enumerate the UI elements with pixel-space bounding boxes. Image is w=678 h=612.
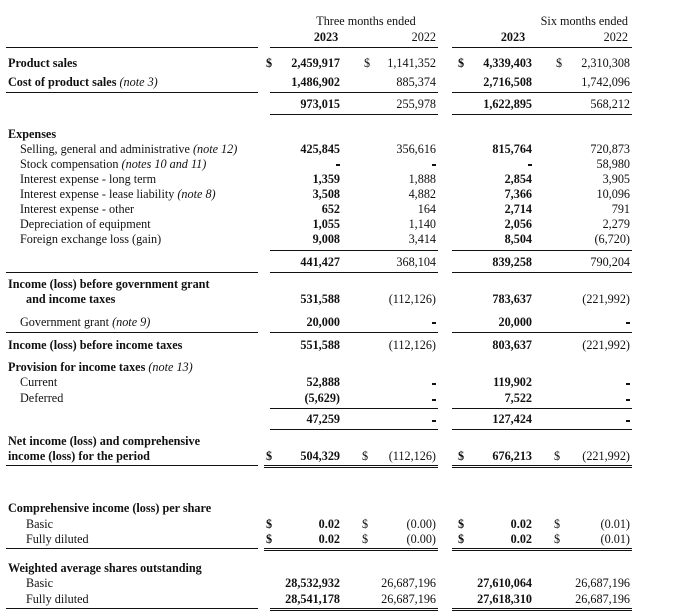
value-cell: 4,339,403 [483, 56, 532, 70]
value-cell: 7,366 [504, 187, 532, 201]
value-cell: 441,427 [300, 255, 340, 269]
row-label-interest-other: Interest expense - other [20, 202, 135, 216]
value-cell: 1,055 [312, 217, 340, 231]
value-cell: (0.00) [406, 517, 436, 531]
row-label-net-income-2: income (loss) for the period [8, 449, 150, 463]
row-rule [452, 429, 632, 430]
value-cell: 791 [611, 202, 630, 216]
value-cell: (6,720) [594, 232, 630, 246]
value-cell: 0.02 [318, 517, 340, 531]
row-rule [6, 332, 258, 333]
nil-dash [336, 164, 340, 166]
currency-symbol: $ [458, 517, 465, 531]
value-cell: 2,056 [504, 217, 532, 231]
value-cell: 356,616 [396, 142, 436, 156]
section-heading-provision: Provision for income taxes (note 13) [8, 360, 193, 374]
header-rule [6, 47, 258, 48]
value-cell: 10,096 [596, 187, 630, 201]
currency-symbol: $ [362, 449, 369, 463]
value-cell: 0.02 [318, 532, 340, 546]
header-year-2023-q: 2023 [313, 30, 339, 44]
value-cell: 28,532,932 [285, 576, 340, 590]
value-cell: 26,687,196 [381, 592, 436, 606]
currency-symbol: $ [554, 517, 561, 531]
row-rule [6, 272, 258, 273]
double-rule [452, 608, 632, 609]
row-label-stock-compensation: Stock compensation (notes 10 and 11) [20, 157, 207, 171]
row-label-income-before-taxes: Income (loss) before income taxes [8, 338, 183, 352]
value-cell: 58,980 [596, 157, 630, 171]
row-rule [270, 408, 438, 409]
note-ref: (note 8) [177, 187, 216, 201]
currency-symbol: $ [266, 56, 273, 70]
nil-dash [626, 383, 630, 385]
currency-symbol: $ [554, 449, 561, 463]
header-year-2022-s: 2022 [603, 30, 628, 44]
row-label-product-sales: Product sales [8, 56, 78, 70]
value-cell: (5,629) [304, 391, 340, 405]
value-cell: 839,258 [492, 255, 532, 269]
value-cell: 2,310,308 [581, 56, 630, 70]
note-ref: (note 9) [112, 315, 151, 329]
value-cell: 4,882 [408, 187, 436, 201]
value-cell: 1,140 [408, 217, 436, 231]
row-label-fx-loss: Foreign exchange loss (gain) [20, 232, 162, 246]
value-cell: 119,902 [493, 375, 532, 389]
row-rule [270, 272, 438, 273]
note-ref: (note 12) [192, 142, 238, 156]
value-cell: 1,888 [408, 172, 436, 186]
value-cell: 3,414 [408, 232, 436, 246]
value-cell: 425,845 [300, 142, 340, 156]
row-rule [6, 465, 258, 466]
row-rule [270, 332, 438, 333]
value-cell: 815,764 [492, 142, 532, 156]
row-rule [452, 272, 632, 273]
value-cell: 52,888 [306, 375, 340, 389]
currency-symbol: $ [364, 56, 371, 70]
value-cell: 47,259 [306, 412, 340, 426]
value-cell: 7,522 [504, 391, 532, 405]
section-heading-expenses: Expenses [8, 127, 57, 141]
row-label-income-before-grant-2: and income taxes [26, 292, 116, 306]
row-label-deferred: Deferred [20, 391, 64, 405]
header-year-2022-q: 2022 [411, 30, 436, 44]
value-cell: 20,000 [306, 315, 340, 329]
value-cell: 2,716,508 [483, 75, 532, 89]
header-six-months: Six months ended [540, 14, 628, 28]
value-cell: 531,588 [300, 292, 340, 306]
double-rule [452, 467, 632, 468]
value-cell: 1,742,096 [581, 75, 630, 89]
row-rule [6, 608, 258, 609]
value-cell: 1,486,902 [291, 75, 340, 89]
value-cell: 27,618,310 [477, 592, 532, 606]
double-rule [270, 610, 438, 611]
value-cell: 783,637 [492, 292, 532, 306]
row-rule [452, 250, 632, 251]
value-cell: (0.00) [406, 532, 436, 546]
value-cell: 8,504 [504, 232, 532, 246]
currency-symbol: $ [458, 56, 465, 70]
value-cell: (221,992) [582, 338, 630, 352]
double-rule [264, 465, 438, 466]
value-cell: 255,978 [396, 97, 436, 111]
header-rule [452, 47, 632, 48]
value-cell: 26,687,196 [381, 576, 436, 590]
value-cell: 3,905 [602, 172, 630, 186]
value-cell: 2,714 [504, 202, 532, 216]
double-rule [264, 467, 438, 468]
value-cell: 26,687,196 [575, 576, 630, 590]
row-label-current: Current [20, 375, 58, 389]
value-cell: 9,008 [312, 232, 340, 246]
row-rule [452, 92, 632, 93]
value-cell: 0.02 [510, 532, 532, 546]
nil-dash [432, 164, 436, 166]
row-label-sga: Selling, general and administrative (note 12) [20, 142, 238, 156]
value-cell: 26,687,196 [575, 592, 630, 606]
value-cell: 2,279 [602, 217, 630, 231]
value-cell: 27,610,064 [477, 576, 532, 590]
nil-dash [626, 322, 630, 324]
currency-symbol: $ [554, 532, 561, 546]
row-label-net-income: Net income (loss) and comprehensive [8, 434, 201, 448]
row-rule [270, 92, 438, 93]
row-rule [452, 332, 632, 333]
header-rule [270, 47, 438, 48]
value-cell: 676,213 [492, 449, 532, 463]
row-label-cost-of-sales: Cost of product sales (note 3) [8, 75, 158, 89]
currency-symbol: $ [362, 532, 369, 546]
row-label-shares-basic: Basic [26, 576, 54, 590]
double-rule [452, 550, 632, 551]
value-cell: (0.01) [600, 517, 630, 531]
value-cell: 720,873 [590, 142, 630, 156]
row-rule [270, 114, 438, 115]
note-ref: (note 13) [148, 360, 193, 374]
value-cell: 1,622,895 [483, 97, 532, 111]
double-rule [452, 465, 632, 466]
nil-dash [626, 399, 630, 401]
value-cell: 885,374 [396, 75, 436, 89]
row-label-interest-long-term: Interest expense - long term [20, 172, 157, 186]
row-rule [6, 548, 258, 549]
value-cell: 164 [417, 202, 436, 216]
value-cell: 20,000 [498, 315, 532, 329]
row-rule [452, 114, 632, 115]
note-ref: (notes 10 and 11) [121, 157, 207, 171]
value-cell: 1,359 [312, 172, 340, 186]
row-label-income-before-grant: Income (loss) before government grant [8, 277, 210, 291]
header-three-months: Three months ended [316, 14, 416, 28]
value-cell: 2,459,917 [291, 56, 340, 70]
value-cell: (112,126) [388, 292, 436, 306]
row-label-government-grant: Government grant (note 9) [20, 315, 151, 329]
section-heading-weighted-shares: Weighted average shares outstanding [8, 561, 202, 575]
value-cell: 790,204 [590, 255, 630, 269]
currency-symbol: $ [458, 449, 465, 463]
row-label-eps-basic: Basic [26, 517, 54, 531]
row-rule [452, 408, 632, 409]
double-rule [270, 608, 438, 609]
value-cell: 504,329 [300, 449, 340, 463]
double-rule [264, 550, 438, 551]
value-cell: 127,424 [492, 412, 532, 426]
value-cell: 803,637 [492, 338, 532, 352]
value-cell: 652 [321, 202, 340, 216]
value-cell: (221,992) [582, 449, 630, 463]
double-rule [452, 610, 632, 611]
value-cell: (0.01) [600, 532, 630, 546]
row-rule [6, 92, 258, 93]
double-rule [264, 548, 438, 549]
currency-symbol: $ [266, 532, 273, 546]
row-label-eps-diluted: Fully diluted [26, 532, 89, 546]
value-cell: 368,104 [396, 255, 436, 269]
value-cell: (221,992) [582, 292, 630, 306]
currency-symbol: $ [266, 449, 273, 463]
value-cell: 2,854 [504, 172, 532, 186]
value-cell: 551,588 [300, 338, 340, 352]
value-cell: 568,212 [590, 97, 630, 111]
section-heading-eps: Comprehensive income (loss) per share [8, 501, 212, 515]
note-ref: (note 3) [119, 75, 158, 89]
currency-symbol: $ [556, 56, 563, 70]
value-cell: 3,508 [312, 187, 340, 201]
double-rule [452, 548, 632, 549]
value-cell: 28,541,178 [285, 592, 340, 606]
row-rule [270, 250, 438, 251]
currency-symbol: $ [458, 532, 465, 546]
value-cell: 1,141,352 [387, 56, 436, 70]
value-cell: (112,126) [388, 338, 436, 352]
value-cell: (112,126) [388, 449, 436, 463]
nil-dash [626, 420, 630, 422]
row-label-shares-diluted: Fully diluted [26, 592, 89, 606]
row-rule [270, 429, 438, 430]
header-year-2023-s: 2023 [500, 30, 526, 44]
currency-symbol: $ [362, 517, 369, 531]
row-label-depreciation: Depreciation of equipment [20, 217, 151, 231]
value-cell: 0.02 [510, 517, 532, 531]
value-cell: 973,015 [300, 97, 340, 111]
currency-symbol: $ [266, 517, 273, 531]
row-label-interest-lease: Interest expense - lease liability (note 8) [20, 187, 216, 201]
